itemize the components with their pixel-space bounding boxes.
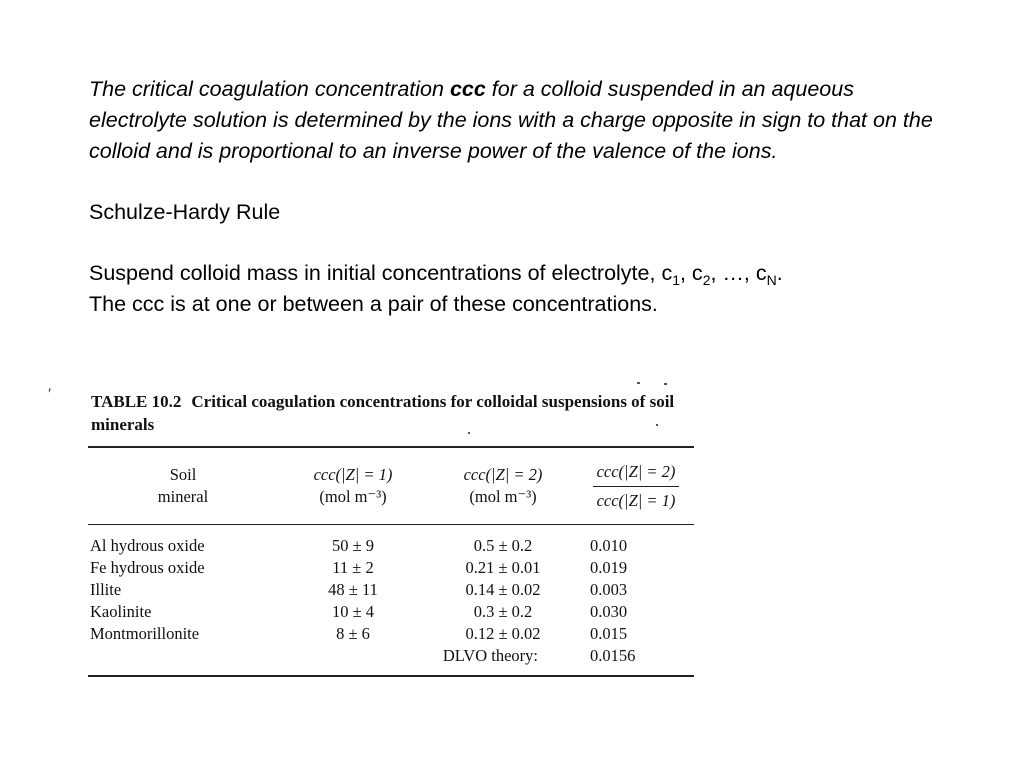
cell-ccc-z1: 48 ± 11	[328, 580, 378, 599]
procedure-sub-1: 1	[672, 272, 680, 288]
cell-ccc-z2: 0.5 ± 0.2	[473, 536, 533, 555]
table-row-dlvo-theory	[88, 645, 694, 667]
table-row	[88, 623, 694, 645]
procedure-line1-end: .	[776, 261, 783, 285]
cell-mineral: Illite	[90, 580, 122, 599]
ratio-fraction	[593, 461, 680, 512]
rule-name: Schulze-Hardy Rule	[89, 200, 281, 224]
header-mineral-line2: mineral	[157, 487, 209, 506]
header-ccc-z1	[278, 464, 428, 508]
header-ccc-z2	[428, 464, 578, 508]
table-body	[88, 525, 694, 675]
procedure-line1-start: Suspend colloid mass in initial concentrations of electrolyte, c	[89, 261, 673, 285]
procedure-sep-1: , c	[679, 261, 703, 285]
cell-ccc-z1: 11 ± 2	[332, 558, 374, 577]
soil-minerals-table	[88, 390, 694, 677]
theory-spacer	[88, 645, 238, 667]
header-soil-mineral	[88, 464, 278, 508]
slide-text	[89, 74, 949, 320]
cell-mineral: Montmorillonite	[90, 624, 200, 643]
cell-theory-label: DLVO theory:	[442, 646, 538, 665]
header-ccc2-line1: ccc(|Z| = 2)	[463, 465, 543, 484]
table-number: TABLE 10.2	[91, 392, 182, 411]
procedure-sub-2: 2	[702, 272, 711, 288]
intro-part1: The critical coagulation concentration	[89, 77, 450, 101]
procedure-sep-2: , …, c	[710, 261, 767, 285]
cell-ccc-z2: 0.14 ± 0.02	[465, 580, 541, 599]
scan-mark: ′	[48, 386, 52, 403]
header-ccc1-line1: ccc(|Z| = 1)	[313, 465, 393, 484]
cell-ccc-z1: 8 ± 6	[336, 624, 370, 643]
table-row	[88, 601, 694, 623]
intro-paragraph	[89, 74, 949, 167]
cell-theory-value: 0.0156	[590, 646, 636, 665]
table-row	[88, 557, 694, 579]
procedure-line2: The ccc is at one or between a pair of these concentrations.	[89, 292, 658, 316]
cell-mineral: Al hydrous oxide	[90, 536, 205, 555]
table-bottom-rule	[88, 675, 694, 677]
cell-ratio: 0.019	[590, 558, 628, 577]
table-row	[88, 579, 694, 601]
cell-mineral: Kaolinite	[90, 602, 152, 621]
ratio-denominator: ccc(|Z| = 1)	[596, 490, 676, 510]
intro-part2: for a colloid suspended in an aqueous electrolyte solution is determined by the ions with a charge opposite in sign to that on the colloid and is proportional to an inverse power of the valence of the ions.	[89, 77, 933, 163]
ratio-numerator: ccc(|Z| = 2)	[593, 461, 680, 487]
intro-term-ccc: ccc	[449, 77, 486, 101]
cell-ccc-z2: 0.3 ± 0.2	[473, 602, 533, 621]
cell-ratio: 0.010	[590, 536, 628, 555]
table-caption	[91, 390, 694, 436]
cell-ccc-z1: 50 ± 9	[331, 536, 375, 555]
header-ccc1-units: (mol m⁻³)	[319, 487, 387, 506]
table-header-row	[88, 448, 694, 524]
cell-ratio: 0.015	[590, 624, 628, 643]
cell-ccc-z2: 0.21 ± 0.01	[465, 558, 541, 577]
table-caption-text: Critical coagulation concentrations for colloidal suspensions of soil minerals	[91, 392, 675, 434]
cell-ratio: 0.030	[590, 602, 628, 621]
header-ccc2-units: (mol m⁻³)	[469, 487, 537, 506]
cell-ccc-z1: 10 ± 4	[331, 602, 375, 621]
scan-speck	[664, 383, 667, 385]
header-ccc-ratio	[578, 461, 694, 512]
table-row	[88, 535, 694, 557]
procedure-paragraph	[89, 258, 949, 320]
cell-ratio: 0.003	[590, 580, 628, 599]
header-mineral-line1: Soil	[169, 465, 197, 484]
cell-mineral: Fe hydrous oxide	[90, 558, 205, 577]
scan-speck	[637, 382, 640, 384]
procedure-sub-n: N	[766, 272, 777, 288]
cell-ccc-z2: 0.12 ± 0.02	[465, 624, 541, 643]
